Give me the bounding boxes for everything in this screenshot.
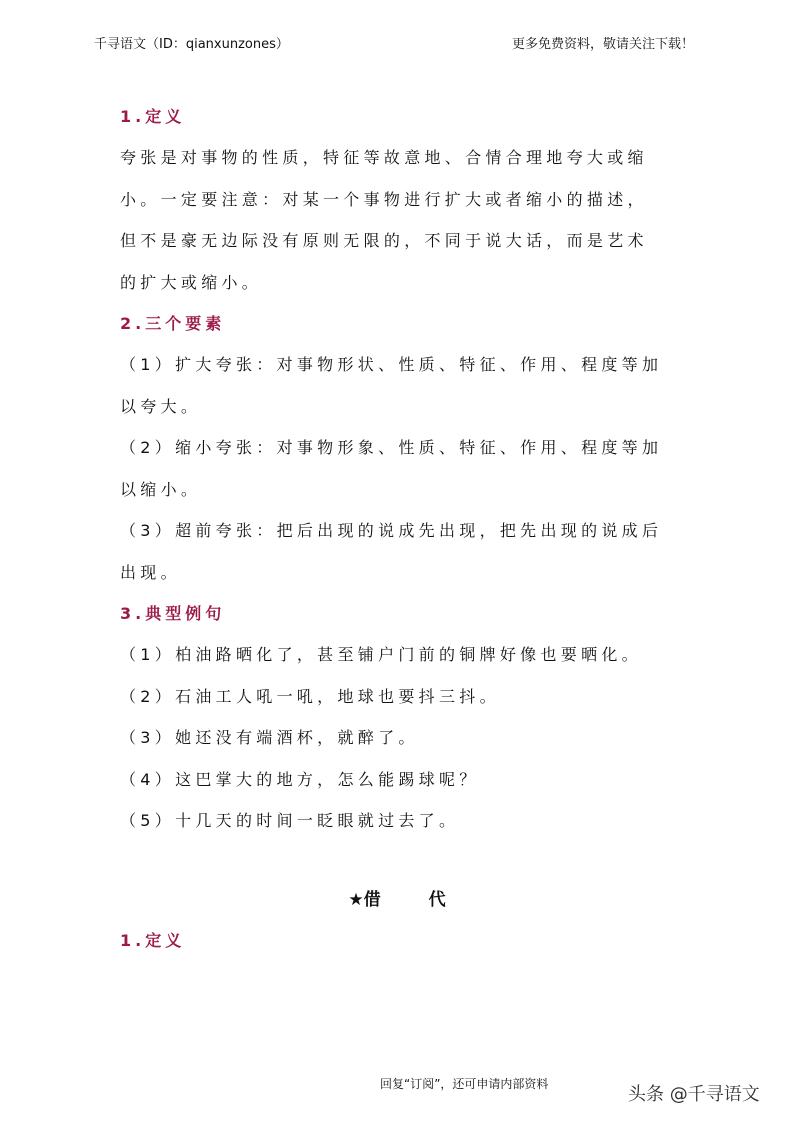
- section-heading: 1.定义: [120, 107, 186, 126]
- text-line: （4）这巴掌大的地方，怎么能踢球呢？: [120, 769, 480, 789]
- text-line: 但不是豪无边际没有原则无限的，不同于说大话，而是艺术: [120, 231, 648, 250]
- text-line: 小。一定要注意：对某一个事物进行扩大或者缩小的描述，: [120, 189, 648, 209]
- text-line: 夸张是对事物的性质，特征等故意地、合情合理地夸大或缩: [120, 148, 648, 167]
- text-line: （1）扩大夸张：对事物形状、性质、特征、作用、程度等加: [120, 355, 663, 374]
- footer-note: 回复“订阅”，还可申请内部资料: [380, 1077, 549, 1091]
- section-title: [0, 885, 794, 910]
- document-body: [120, 104, 700, 850]
- text-line: 以缩小。: [120, 479, 202, 499]
- text-line: （3）超前夸张：把后出现的说成先出现，把先出现的说成后: [120, 521, 663, 540]
- watermark: 头条 @千寻语文: [628, 1084, 760, 1105]
- title-char: 借: [363, 890, 381, 910]
- text-line: （3）她还没有端酒杯，就醉了。: [120, 728, 419, 747]
- text-line: （1）柏油路晒化了，甚至铺户门前的铜牌好像也要晒化。: [120, 645, 642, 664]
- text-line: 以夸大。: [120, 396, 202, 416]
- title-char: 代: [428, 890, 446, 910]
- text-line: （2）石油工人吼一吼，地球也要抖三抖。: [120, 686, 500, 706]
- text-line: （5）十几天的时间一眨眼就过去了。: [120, 811, 460, 830]
- star-icon: ★: [348, 890, 364, 910]
- text-line: 的扩大或缩小。: [120, 272, 263, 292]
- section-heading: 2.三个要素: [120, 314, 226, 333]
- section-heading: 3.典型例句: [120, 604, 226, 623]
- section-heading: 1.定义: [120, 931, 186, 950]
- text-line: 出现。: [120, 562, 181, 582]
- header-left: 千寻语文（ID：qianxunzones）: [94, 37, 289, 52]
- text-line: （2）缩小夸张：对事物形象、性质、特征、作用、程度等加: [120, 438, 663, 457]
- header-right: 更多免费资料，敬请关注下载！: [511, 37, 694, 52]
